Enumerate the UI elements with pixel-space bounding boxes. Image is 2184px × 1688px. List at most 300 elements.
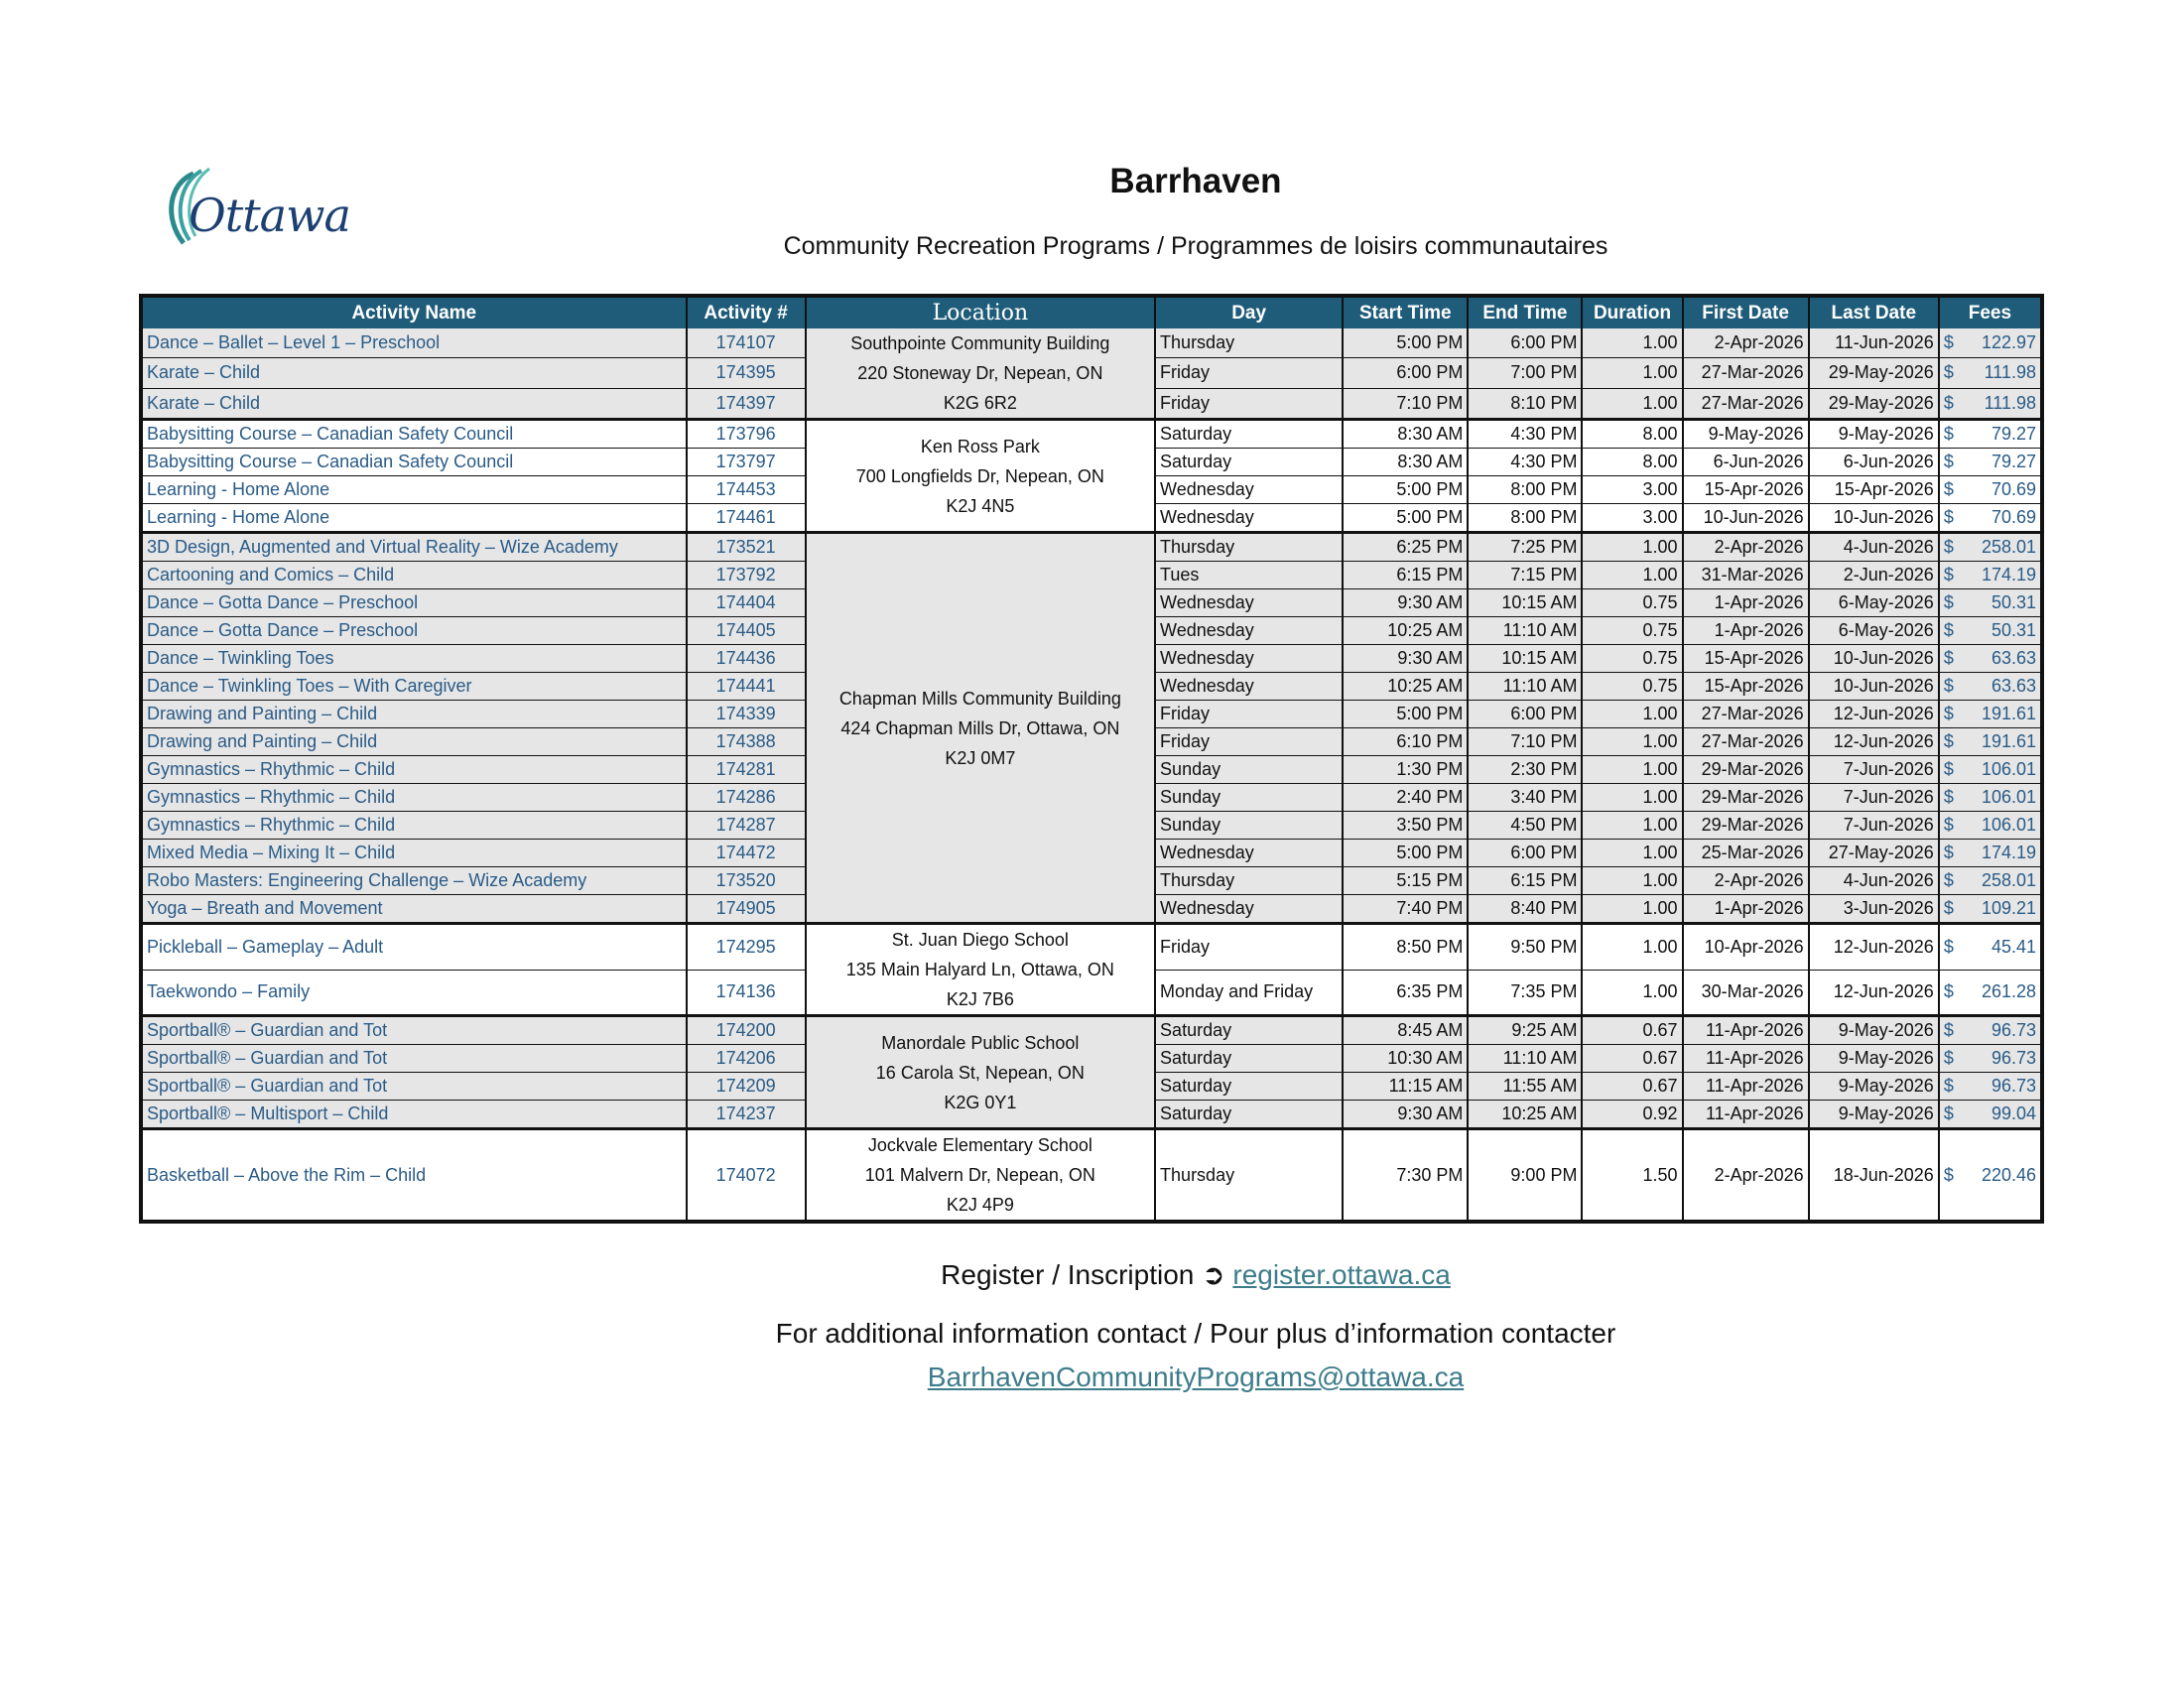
activity-number-cell: 173797 bbox=[687, 449, 806, 476]
start-time-cell: 10:30 AM bbox=[1343, 1045, 1468, 1073]
fee-cell bbox=[1939, 358, 2042, 388]
fee-cell bbox=[1939, 673, 2042, 701]
duration-cell: 1.00 bbox=[1582, 867, 1682, 895]
location-line: K2G 0Y1 bbox=[944, 1092, 1017, 1112]
location-line: 135 Main Halyard Ln, Ottawa, ON bbox=[845, 960, 1114, 979]
programs-table-body bbox=[141, 328, 2042, 1222]
start-time-cell: 9:30 AM bbox=[1343, 1101, 1468, 1129]
end-time-cell: 6:00 PM bbox=[1468, 840, 1582, 867]
first-date-cell: 31-Mar-2026 bbox=[1683, 562, 1809, 589]
register-label: Register / Inscription ➲ bbox=[941, 1259, 1225, 1290]
location-line: 220 Stoneway Dr, Nepean, ON bbox=[857, 363, 1103, 383]
location-cell bbox=[806, 924, 1155, 1016]
fee-cell bbox=[1939, 589, 2042, 617]
end-time-cell: 4:30 PM bbox=[1468, 449, 1582, 476]
end-time-cell: 4:50 PM bbox=[1468, 812, 1582, 840]
fee-cell bbox=[1939, 328, 2042, 358]
end-time-cell: 10:25 AM bbox=[1468, 1101, 1582, 1129]
col-header: Fees bbox=[1939, 296, 2042, 328]
start-time-cell: 9:30 AM bbox=[1343, 589, 1468, 617]
duration-cell: 0.75 bbox=[1582, 673, 1682, 701]
start-time-cell: 8:45 AM bbox=[1343, 1016, 1468, 1045]
location-line: K2J 4N5 bbox=[946, 495, 1015, 516]
activity-number-cell: 174472 bbox=[687, 840, 806, 867]
day-cell: Wednesday bbox=[1155, 673, 1343, 701]
duration-cell: 1.00 bbox=[1582, 970, 1682, 1016]
fee-currency: $ bbox=[1943, 1076, 1954, 1096]
activity-number-cell: 173521 bbox=[687, 533, 806, 562]
first-date-cell: 11-Apr-2026 bbox=[1683, 1101, 1809, 1129]
start-time-cell: 5:00 PM bbox=[1343, 701, 1468, 728]
fee-currency: $ bbox=[1943, 1020, 1954, 1040]
end-time-cell: 2:30 PM bbox=[1468, 756, 1582, 784]
start-time-cell: 8:30 AM bbox=[1343, 420, 1468, 449]
register-link[interactable]: register.ottawa.ca bbox=[1232, 1259, 1451, 1290]
location-line: 101 Malvern Dr, Nepean, ON bbox=[864, 1165, 1095, 1185]
col-header: Start Time bbox=[1343, 296, 1468, 328]
last-date-cell: 9-May-2026 bbox=[1809, 1045, 1939, 1073]
last-date-cell: 29-May-2026 bbox=[1809, 388, 1939, 419]
end-time-cell: 11:10 AM bbox=[1468, 673, 1582, 701]
activity-name-cell: Gymnastics – Rhythmic – Child bbox=[141, 784, 687, 812]
first-date-cell: 1-Apr-2026 bbox=[1683, 589, 1809, 617]
fee-currency: $ bbox=[1943, 392, 1954, 413]
fee-amount: 174.19 bbox=[1981, 565, 2036, 584]
activity-name-cell: Basketball – Above the Rim – Child bbox=[141, 1129, 687, 1223]
end-time-cell: 7:15 PM bbox=[1468, 562, 1582, 589]
activity-number-cell: 174453 bbox=[687, 476, 806, 504]
fee-currency: $ bbox=[1943, 1104, 1954, 1123]
day-cell: Friday bbox=[1155, 701, 1343, 728]
activity-name-cell: Sportball® – Guardian and Tot bbox=[141, 1045, 687, 1073]
table-row bbox=[141, 533, 2042, 562]
last-date-cell: 7-Jun-2026 bbox=[1809, 784, 1939, 812]
activity-name-cell: Karate – Child bbox=[141, 388, 687, 419]
fee-amount: 106.01 bbox=[1981, 787, 2036, 807]
duration-cell: 1.00 bbox=[1582, 533, 1682, 562]
day-cell: Tues bbox=[1155, 562, 1343, 589]
start-time-cell: 7:10 PM bbox=[1343, 388, 1468, 419]
activity-number-cell: 174388 bbox=[687, 728, 806, 756]
col-header: End Time bbox=[1468, 296, 1582, 328]
day-cell: Wednesday bbox=[1155, 504, 1343, 533]
fee-currency: $ bbox=[1943, 1164, 1954, 1185]
activity-number-cell: 174441 bbox=[687, 673, 806, 701]
first-date-cell: 15-Apr-2026 bbox=[1683, 673, 1809, 701]
duration-cell: 1.00 bbox=[1582, 784, 1682, 812]
first-date-cell: 29-Mar-2026 bbox=[1683, 756, 1809, 784]
start-time-cell: 11:15 AM bbox=[1343, 1073, 1468, 1101]
fee-currency: $ bbox=[1943, 815, 1954, 835]
fee-amount: 63.63 bbox=[1991, 648, 2036, 668]
end-time-cell: 9:00 PM bbox=[1468, 1129, 1582, 1223]
day-cell: Friday bbox=[1155, 388, 1343, 419]
fee-currency: $ bbox=[1943, 424, 1954, 444]
activity-name-cell: Dance – Ballet – Level 1 – Preschool bbox=[141, 328, 687, 358]
activity-number-cell: 174339 bbox=[687, 701, 806, 728]
activity-name-cell: Babysitting Course – Canadian Safety Council bbox=[141, 449, 687, 476]
fee-currency: $ bbox=[1943, 676, 1954, 696]
fee-amount: 106.01 bbox=[1981, 815, 2036, 835]
first-date-cell: 6-Jun-2026 bbox=[1683, 449, 1809, 476]
activity-name-cell: Dance – Twinkling Toes bbox=[141, 645, 687, 673]
last-date-cell: 7-Jun-2026 bbox=[1809, 812, 1939, 840]
day-cell: Thursday bbox=[1155, 328, 1343, 358]
last-date-cell: 9-May-2026 bbox=[1809, 1073, 1939, 1101]
duration-cell: 1.00 bbox=[1582, 812, 1682, 840]
first-date-cell: 11-Apr-2026 bbox=[1683, 1045, 1809, 1073]
activity-number-cell: 174200 bbox=[687, 1016, 806, 1045]
end-time-cell: 11:55 AM bbox=[1468, 1073, 1582, 1101]
activity-number-cell: 174072 bbox=[687, 1129, 806, 1223]
start-time-cell: 6:15 PM bbox=[1343, 562, 1468, 589]
col-header: Activity # bbox=[687, 296, 806, 328]
fee-amount: 99.04 bbox=[1991, 1104, 2036, 1123]
duration-cell: 1.00 bbox=[1582, 756, 1682, 784]
activity-number-cell: 174397 bbox=[687, 388, 806, 419]
first-date-cell: 15-Apr-2026 bbox=[1683, 476, 1809, 504]
activity-name-cell: Drawing and Painting – Child bbox=[141, 701, 687, 728]
activity-name-cell: 3D Design, Augmented and Virtual Reality – Wize Academy bbox=[141, 533, 687, 562]
fee-cell bbox=[1939, 449, 2042, 476]
location-line: K2J 0M7 bbox=[945, 747, 1016, 768]
activity-name-cell: Gymnastics – Rhythmic – Child bbox=[141, 812, 687, 840]
location-line: 700 Longfields Dr, Nepean, ON bbox=[855, 465, 1104, 486]
activity-number-cell: 173520 bbox=[687, 867, 806, 895]
activity-name-cell: Babysitting Course – Canadian Safety Council bbox=[141, 420, 687, 449]
start-time-cell: 7:40 PM bbox=[1343, 895, 1468, 924]
last-date-cell: 7-Jun-2026 bbox=[1809, 756, 1939, 784]
last-date-cell: 11-Jun-2026 bbox=[1809, 328, 1939, 358]
location-line: Jockvale Elementary School bbox=[867, 1135, 1092, 1155]
fee-cell bbox=[1939, 562, 2042, 589]
fee-currency: $ bbox=[1943, 452, 1954, 471]
fee-amount: 96.73 bbox=[1991, 1048, 2036, 1068]
activity-number-cell: 174395 bbox=[687, 358, 806, 388]
ottawa-wordmark: Ottawa bbox=[189, 189, 350, 242]
fee-amount: 111.98 bbox=[1984, 362, 2036, 383]
fee-amount: 50.31 bbox=[1991, 620, 2036, 640]
start-time-cell: 5:00 PM bbox=[1343, 504, 1468, 533]
activity-number-cell: 173796 bbox=[687, 420, 806, 449]
activity-number-cell: 174281 bbox=[687, 756, 806, 784]
duration-cell: 3.00 bbox=[1582, 476, 1682, 504]
day-cell: Sunday bbox=[1155, 784, 1343, 812]
location-line: K2J 7B6 bbox=[946, 989, 1014, 1009]
fee-cell bbox=[1939, 784, 2042, 812]
contact-label: For additional information contact / Pour plus d’information contacter bbox=[775, 1318, 1616, 1349]
first-date-cell: 2-Apr-2026 bbox=[1683, 328, 1809, 358]
fee-cell bbox=[1939, 533, 2042, 562]
activity-name-cell: Dance – Gotta Dance – Preschool bbox=[141, 589, 687, 617]
duration-cell: 8.00 bbox=[1582, 449, 1682, 476]
location-line: St. Juan Diego School bbox=[891, 930, 1069, 950]
fee-currency: $ bbox=[1943, 898, 1954, 918]
activity-number-cell: 174905 bbox=[687, 895, 806, 924]
location-cell bbox=[806, 533, 1155, 924]
day-cell: Friday bbox=[1155, 358, 1343, 388]
fee-cell bbox=[1939, 895, 2042, 924]
first-date-cell: 10-Jun-2026 bbox=[1683, 504, 1809, 533]
day-cell: Sunday bbox=[1155, 756, 1343, 784]
first-date-cell: 11-Apr-2026 bbox=[1683, 1073, 1809, 1101]
location-cell bbox=[806, 1016, 1155, 1129]
day-cell: Saturday bbox=[1155, 449, 1343, 476]
page-subtitle: Community Recreation Programs / Programmes de loisirs communautaires bbox=[783, 232, 1608, 260]
start-time-cell: 5:00 PM bbox=[1343, 476, 1468, 504]
activity-number-cell: 174295 bbox=[687, 924, 806, 971]
fee-cell bbox=[1939, 504, 2042, 533]
location-line: Chapman Mills Community Building bbox=[838, 688, 1121, 709]
start-time-cell: 5:00 PM bbox=[1343, 840, 1468, 867]
duration-cell: 1.00 bbox=[1582, 895, 1682, 924]
day-cell: Monday and Friday bbox=[1155, 970, 1343, 1016]
activity-number-cell: 174287 bbox=[687, 812, 806, 840]
duration-cell: 0.67 bbox=[1582, 1073, 1682, 1101]
duration-cell: 1.00 bbox=[1582, 388, 1682, 419]
first-date-cell: 1-Apr-2026 bbox=[1683, 895, 1809, 924]
fee-cell bbox=[1939, 1129, 2042, 1223]
activity-name-cell: Sportball® – Multisport – Child bbox=[141, 1101, 687, 1129]
fee-amount: 79.27 bbox=[1991, 452, 2036, 471]
fee-cell bbox=[1939, 970, 2042, 1016]
fee-cell bbox=[1939, 476, 2042, 504]
day-cell: Wednesday bbox=[1155, 617, 1343, 645]
duration-cell: 0.92 bbox=[1582, 1101, 1682, 1129]
fee-currency: $ bbox=[1943, 592, 1954, 612]
fee-currency: $ bbox=[1943, 731, 1954, 751]
col-header: Activity Name bbox=[141, 296, 687, 328]
fee-amount: 106.01 bbox=[1981, 759, 2036, 779]
duration-cell: 1.50 bbox=[1582, 1129, 1682, 1223]
activity-name-cell: Yoga – Breath and Movement bbox=[141, 895, 687, 924]
location-cell bbox=[806, 1129, 1155, 1223]
last-date-cell: 12-Jun-2026 bbox=[1809, 701, 1939, 728]
last-date-cell: 15-Apr-2026 bbox=[1809, 476, 1939, 504]
duration-cell: 1.00 bbox=[1582, 358, 1682, 388]
first-date-cell: 30-Mar-2026 bbox=[1683, 970, 1809, 1016]
day-cell: Wednesday bbox=[1155, 476, 1343, 504]
fee-amount: 96.73 bbox=[1991, 1020, 2036, 1040]
duration-cell: 1.00 bbox=[1582, 328, 1682, 358]
first-date-cell: 9-May-2026 bbox=[1683, 420, 1809, 449]
fee-currency: $ bbox=[1943, 620, 1954, 640]
activity-number-cell: 173792 bbox=[687, 562, 806, 589]
fee-cell bbox=[1939, 867, 2042, 895]
start-time-cell: 10:25 AM bbox=[1343, 673, 1468, 701]
fee-currency: $ bbox=[1943, 704, 1954, 723]
activity-number-cell: 174286 bbox=[687, 784, 806, 812]
day-cell: Friday bbox=[1155, 728, 1343, 756]
fee-cell bbox=[1939, 1016, 2042, 1045]
end-time-cell: 6:00 PM bbox=[1468, 328, 1582, 358]
end-time-cell: 10:15 AM bbox=[1468, 589, 1582, 617]
duration-cell: 0.75 bbox=[1582, 589, 1682, 617]
last-date-cell: 4-Jun-2026 bbox=[1809, 867, 1939, 895]
activity-number-cell: 174461 bbox=[687, 504, 806, 533]
activity-name-cell: Dance – Twinkling Toes – With Caregiver bbox=[141, 673, 687, 701]
location-line: Manordale Public School bbox=[881, 1032, 1080, 1053]
end-time-cell: 9:50 PM bbox=[1468, 924, 1582, 971]
start-time-cell: 8:30 AM bbox=[1343, 449, 1468, 476]
fee-currency: $ bbox=[1943, 648, 1954, 668]
end-time-cell: 7:00 PM bbox=[1468, 358, 1582, 388]
first-date-cell: 11-Apr-2026 bbox=[1683, 1016, 1809, 1045]
fee-currency: $ bbox=[1943, 565, 1954, 584]
fee-currency: $ bbox=[1943, 787, 1954, 807]
end-time-cell: 11:10 AM bbox=[1468, 1045, 1582, 1073]
fee-currency: $ bbox=[1943, 479, 1954, 499]
location-line: Southpointe Community Building bbox=[850, 333, 1110, 353]
fee-amount: 70.69 bbox=[1991, 507, 2036, 527]
fee-cell bbox=[1939, 420, 2042, 449]
last-date-cell: 9-May-2026 bbox=[1809, 420, 1939, 449]
contact-email-link[interactable]: BarrhavenCommunityPrograms@ottawa.ca bbox=[927, 1362, 1465, 1392]
contact-email-line bbox=[0, 1362, 2184, 1393]
end-time-cell: 8:00 PM bbox=[1468, 476, 1582, 504]
end-time-cell: 8:00 PM bbox=[1468, 504, 1582, 533]
duration-cell: 1.00 bbox=[1582, 924, 1682, 971]
day-cell: Wednesday bbox=[1155, 589, 1343, 617]
fee-amount: 109.21 bbox=[1981, 898, 2036, 918]
day-cell: Saturday bbox=[1155, 1016, 1343, 1045]
day-cell: Saturday bbox=[1155, 1073, 1343, 1101]
end-time-cell: 3:40 PM bbox=[1468, 784, 1582, 812]
start-time-cell: 10:25 AM bbox=[1343, 617, 1468, 645]
start-time-cell: 1:30 PM bbox=[1343, 756, 1468, 784]
duration-cell: 0.67 bbox=[1582, 1016, 1682, 1045]
start-time-cell: 6:00 PM bbox=[1343, 358, 1468, 388]
last-date-cell: 9-May-2026 bbox=[1809, 1101, 1939, 1129]
first-date-cell: 25-Mar-2026 bbox=[1683, 840, 1809, 867]
fee-amount: 50.31 bbox=[1991, 592, 2036, 612]
start-time-cell: 6:10 PM bbox=[1343, 728, 1468, 756]
last-date-cell: 27-May-2026 bbox=[1809, 840, 1939, 867]
fee-cell bbox=[1939, 617, 2042, 645]
col-header: Duration bbox=[1582, 296, 1682, 328]
fee-amount: 45.41 bbox=[1991, 936, 2036, 957]
first-date-cell: 29-Mar-2026 bbox=[1683, 812, 1809, 840]
activity-name-cell: Drawing and Painting – Child bbox=[141, 728, 687, 756]
last-date-cell: 10-Jun-2026 bbox=[1809, 645, 1939, 673]
activity-name-cell: Cartooning and Comics – Child bbox=[141, 562, 687, 589]
location-line: 424 Chapman Mills Dr, Ottawa, ON bbox=[840, 717, 1120, 738]
fee-cell bbox=[1939, 1101, 2042, 1129]
first-date-cell: 27-Mar-2026 bbox=[1683, 728, 1809, 756]
activity-number-cell: 174206 bbox=[687, 1045, 806, 1073]
last-date-cell: 10-Jun-2026 bbox=[1809, 504, 1939, 533]
last-date-cell: 29-May-2026 bbox=[1809, 358, 1939, 388]
table-row bbox=[141, 328, 2042, 358]
activity-name-cell: Robo Masters: Engineering Challenge – Wize Academy bbox=[141, 867, 687, 895]
last-date-cell: 2-Jun-2026 bbox=[1809, 562, 1939, 589]
fee-amount: 174.19 bbox=[1981, 843, 2036, 862]
end-time-cell: 4:30 PM bbox=[1468, 420, 1582, 449]
first-date-cell: 2-Apr-2026 bbox=[1683, 533, 1809, 562]
activity-name-cell: Dance – Gotta Dance – Preschool bbox=[141, 617, 687, 645]
end-time-cell: 6:15 PM bbox=[1468, 867, 1582, 895]
activity-name-cell: Sportball® – Guardian and Tot bbox=[141, 1073, 687, 1101]
fee-amount: 96.73 bbox=[1991, 1076, 2036, 1096]
location-line: 16 Carola St, Nepean, ON bbox=[875, 1062, 1085, 1083]
fee-currency: $ bbox=[1943, 759, 1954, 779]
day-cell: Thursday bbox=[1155, 867, 1343, 895]
end-time-cell: 8:40 PM bbox=[1468, 895, 1582, 924]
first-date-cell: 27-Mar-2026 bbox=[1683, 358, 1809, 388]
last-date-cell: 12-Jun-2026 bbox=[1809, 924, 1939, 971]
last-date-cell: 6-May-2026 bbox=[1809, 617, 1939, 645]
duration-cell: 0.75 bbox=[1582, 617, 1682, 645]
fee-currency: $ bbox=[1943, 1048, 1954, 1068]
activity-number-cell: 174209 bbox=[687, 1073, 806, 1101]
fee-currency: $ bbox=[1943, 843, 1954, 862]
fee-cell bbox=[1939, 1073, 2042, 1101]
duration-cell: 1.00 bbox=[1582, 728, 1682, 756]
day-cell: Sunday bbox=[1155, 812, 1343, 840]
location-line: Ken Ross Park bbox=[920, 436, 1040, 456]
activity-name-cell: Pickleball – Gameplay – Adult bbox=[141, 924, 687, 971]
table-row bbox=[141, 420, 2042, 449]
start-time-cell: 8:50 PM bbox=[1343, 924, 1468, 971]
activity-name-cell: Taekwondo – Family bbox=[141, 970, 687, 1016]
last-date-cell: 12-Jun-2026 bbox=[1809, 970, 1939, 1016]
fee-cell bbox=[1939, 388, 2042, 419]
activity-name-cell: Karate – Child bbox=[141, 358, 687, 388]
fee-amount: 70.69 bbox=[1991, 479, 2036, 499]
programs-table bbox=[139, 294, 2044, 1224]
last-date-cell: 18-Jun-2026 bbox=[1809, 1129, 1939, 1223]
last-date-cell: 9-May-2026 bbox=[1809, 1016, 1939, 1045]
fee-currency: $ bbox=[1943, 362, 1954, 383]
start-time-cell: 6:35 PM bbox=[1343, 970, 1468, 1016]
end-time-cell: 9:25 AM bbox=[1468, 1016, 1582, 1045]
first-date-cell: 27-Mar-2026 bbox=[1683, 701, 1809, 728]
fee-currency: $ bbox=[1943, 981, 1954, 1002]
first-date-cell: 1-Apr-2026 bbox=[1683, 617, 1809, 645]
fee-cell bbox=[1939, 1045, 2042, 1073]
fee-cell bbox=[1939, 728, 2042, 756]
activity-number-cell: 174436 bbox=[687, 645, 806, 673]
end-time-cell: 7:10 PM bbox=[1468, 728, 1582, 756]
day-cell: Wednesday bbox=[1155, 840, 1343, 867]
location-line: K2J 4P9 bbox=[946, 1195, 1014, 1215]
day-cell: Wednesday bbox=[1155, 645, 1343, 673]
fee-cell bbox=[1939, 701, 2042, 728]
duration-cell: 1.00 bbox=[1582, 701, 1682, 728]
fee-currency: $ bbox=[1943, 936, 1954, 957]
day-cell: Wednesday bbox=[1155, 895, 1343, 924]
activity-number-cell: 174404 bbox=[687, 589, 806, 617]
activity-number-cell: 174237 bbox=[687, 1101, 806, 1129]
col-header: First Date bbox=[1683, 296, 1809, 328]
first-date-cell: 15-Apr-2026 bbox=[1683, 645, 1809, 673]
fee-amount: 191.61 bbox=[1981, 704, 2036, 723]
table-row bbox=[141, 924, 2042, 971]
activity-number-cell: 174107 bbox=[687, 328, 806, 358]
end-time-cell: 11:10 AM bbox=[1468, 617, 1582, 645]
duration-cell: 3.00 bbox=[1582, 504, 1682, 533]
day-cell: Friday bbox=[1155, 924, 1343, 971]
fee-cell bbox=[1939, 840, 2042, 867]
day-cell: Saturday bbox=[1155, 1101, 1343, 1129]
fee-currency: $ bbox=[1943, 870, 1954, 890]
fee-currency: $ bbox=[1943, 507, 1954, 527]
first-date-cell: 29-Mar-2026 bbox=[1683, 784, 1809, 812]
first-date-cell: 10-Apr-2026 bbox=[1683, 924, 1809, 971]
fee-cell bbox=[1939, 645, 2042, 673]
duration-cell: 1.00 bbox=[1582, 840, 1682, 867]
last-date-cell: 6-May-2026 bbox=[1809, 589, 1939, 617]
